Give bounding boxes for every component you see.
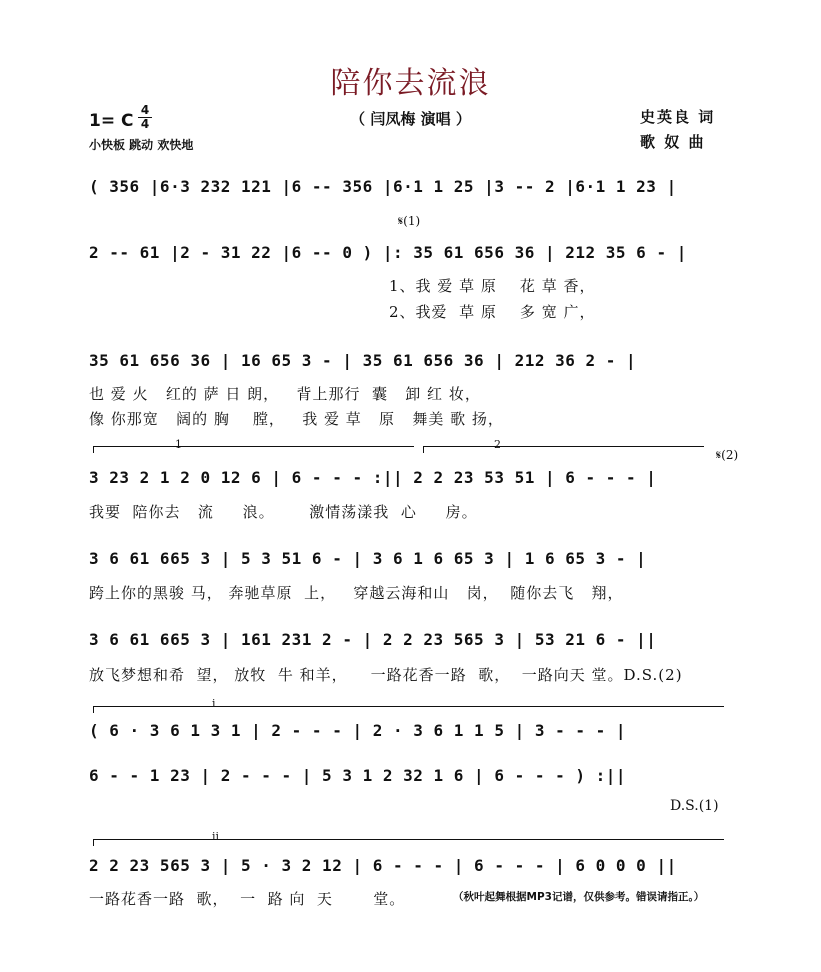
notation-line-2: 2 -- 61 |2 - 31 22 |6 -- 0 ) |: 35 61 656 36 | 212 35 6 - | [89, 243, 687, 262]
section-ii-label: ii [212, 830, 220, 843]
meter-bottom: 4 [140, 117, 150, 131]
lyric-verse-2: 2、我爱 草 原 多 宽 广， [389, 303, 596, 321]
lyricist-credit: 史英良 词 [640, 108, 716, 126]
lyric-line-3b: 像 你那宽 阔的 胸 膛， 我 爱 草 原 舞美 歌 扬， [89, 410, 504, 428]
segno-1-mark: 𝄋(1) [398, 214, 421, 228]
meter-top: 4 [138, 104, 152, 118]
singer-credit: （ 闫凤梅 演唱 ） [350, 110, 471, 128]
notation-line-7: ( 6 · 3 6 1 3 1 | 2 - - - | 2 · 3 6 1 1 5 | 3 - - - | [89, 721, 627, 740]
lyric-verse-1: 1、我 爱 草 原 花 草 香， [389, 277, 596, 295]
composer-credit: 歌 奴 曲 [640, 133, 706, 151]
notation-line-5: 3 6 61 665 3 | 5 3 51 6 - | 3 6 1 6 65 3 | 1 6 65 3 - | [89, 549, 647, 568]
section-i-label: i [212, 697, 216, 710]
transcription-note: （秋叶起舞根据MP3记谱，仅供参考。错误请指正。） [453, 891, 705, 903]
lyric-line-5: 跨上你的黑骏 马， 奔驰草原 上， 穿越云海和山 岗， 随你去飞 翔， [89, 584, 624, 602]
lyric-line-3a: 也 爱 火 红的 萨 日 朗， 背上那行 囊 卸 红 妆， [89, 385, 481, 403]
segno-2-mark: 𝄋(2) [716, 448, 739, 462]
lyric-line-4: 我要 陪你去 流 浪。 激情荡漾我 心 房。 [89, 503, 478, 521]
first-ending-label: 1 [175, 438, 182, 451]
tempo-marking: 小快板 跳动 欢快地 [89, 138, 194, 152]
notation-line-9: 2 2 23 565 3 | 5 · 3 2 12 | 6 - - - | 6 - - - | 6 0 0 0 || [89, 856, 677, 875]
lyric-line-6: 放飞梦想和希 望， 放牧 牛 和羊， 一路花香一路 歌， 一路向天 堂。D.S.(2) [89, 666, 683, 684]
section-ii-bracket [93, 839, 724, 846]
notation-line-3: 35 61 656 36 | 16 65 3 - | 35 61 656 36 | 212 36 2 - | [89, 351, 637, 370]
first-ending-bracket [93, 446, 414, 453]
notation-line-4: 3 23 2 1 2 0 12 6 | 6 - - - :|| 2 2 23 53 51 | 6 - - - | [89, 468, 657, 487]
section-i-bracket [93, 706, 724, 713]
lyric-line-9: 一路花香一路 歌， 一 路 向 天 堂。 [89, 890, 406, 908]
notation-line-6: 3 6 61 665 3 | 161 231 2 - | 2 2 23 565 3 | 53 21 6 - || [89, 630, 657, 649]
key-signature: 1= C [89, 111, 134, 131]
notation-line-1: ( 356 |6·3 232 121 |6 -- 356 |6·1 1 25 |3 -- 2 |6·1 1 23 | [89, 177, 677, 196]
notation-line-8: 6 - - 1 23 | 2 - - - | 5 3 1 2 32 1 6 | 6 - - - ) :|| [89, 766, 627, 785]
time-signature [138, 104, 152, 131]
second-ending-bracket [423, 446, 704, 453]
song-title: 陪你去流浪 [330, 66, 491, 101]
second-ending-label: 2 [494, 438, 501, 451]
ds-1-mark: D.S.(1) [670, 798, 719, 814]
